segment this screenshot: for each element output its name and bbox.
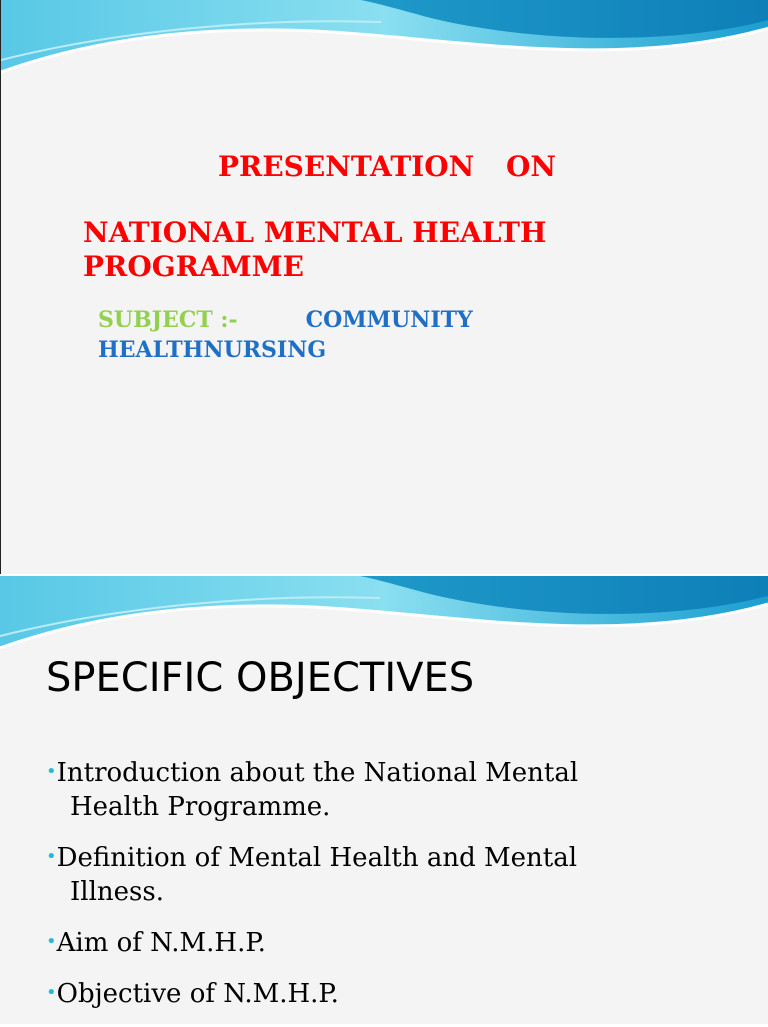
list-item: •Definition of Mental Health and Mental Illness. bbox=[46, 843, 578, 907]
title-line-1: NATIONAL MENTAL HEALTH bbox=[83, 216, 547, 249]
header-wave-decoration bbox=[1, 0, 768, 80]
list-item: •Introduction about the National Mental Health Programme. bbox=[46, 758, 579, 822]
bullet-dot-icon: • bbox=[46, 982, 57, 1003]
subject-value-part1: COMMUNITY bbox=[305, 307, 473, 333]
objectives-list bbox=[46, 755, 666, 1027]
subject-label: SUBJECT :- bbox=[98, 307, 238, 333]
objectives-title: SPECIFIC OBJECTIVES bbox=[46, 655, 475, 701]
bullet-dot-icon: • bbox=[46, 846, 57, 867]
header-wave-decoration bbox=[0, 576, 768, 656]
subject-value-part2: HEALTHNURSING bbox=[98, 337, 327, 363]
bullet-dot-icon: • bbox=[46, 931, 57, 952]
title-line-2: PROGRAMME bbox=[83, 250, 304, 283]
bullet-dot-icon: • bbox=[46, 761, 57, 782]
list-item: •Objective of N.M.H.P. bbox=[46, 979, 339, 1009]
presentation-title bbox=[83, 216, 643, 284]
presentation-on-heading: PRESENTATION ON bbox=[218, 150, 556, 183]
list-item: •Aim of N.M.H.P. bbox=[46, 928, 266, 958]
subject-line bbox=[98, 305, 578, 335]
